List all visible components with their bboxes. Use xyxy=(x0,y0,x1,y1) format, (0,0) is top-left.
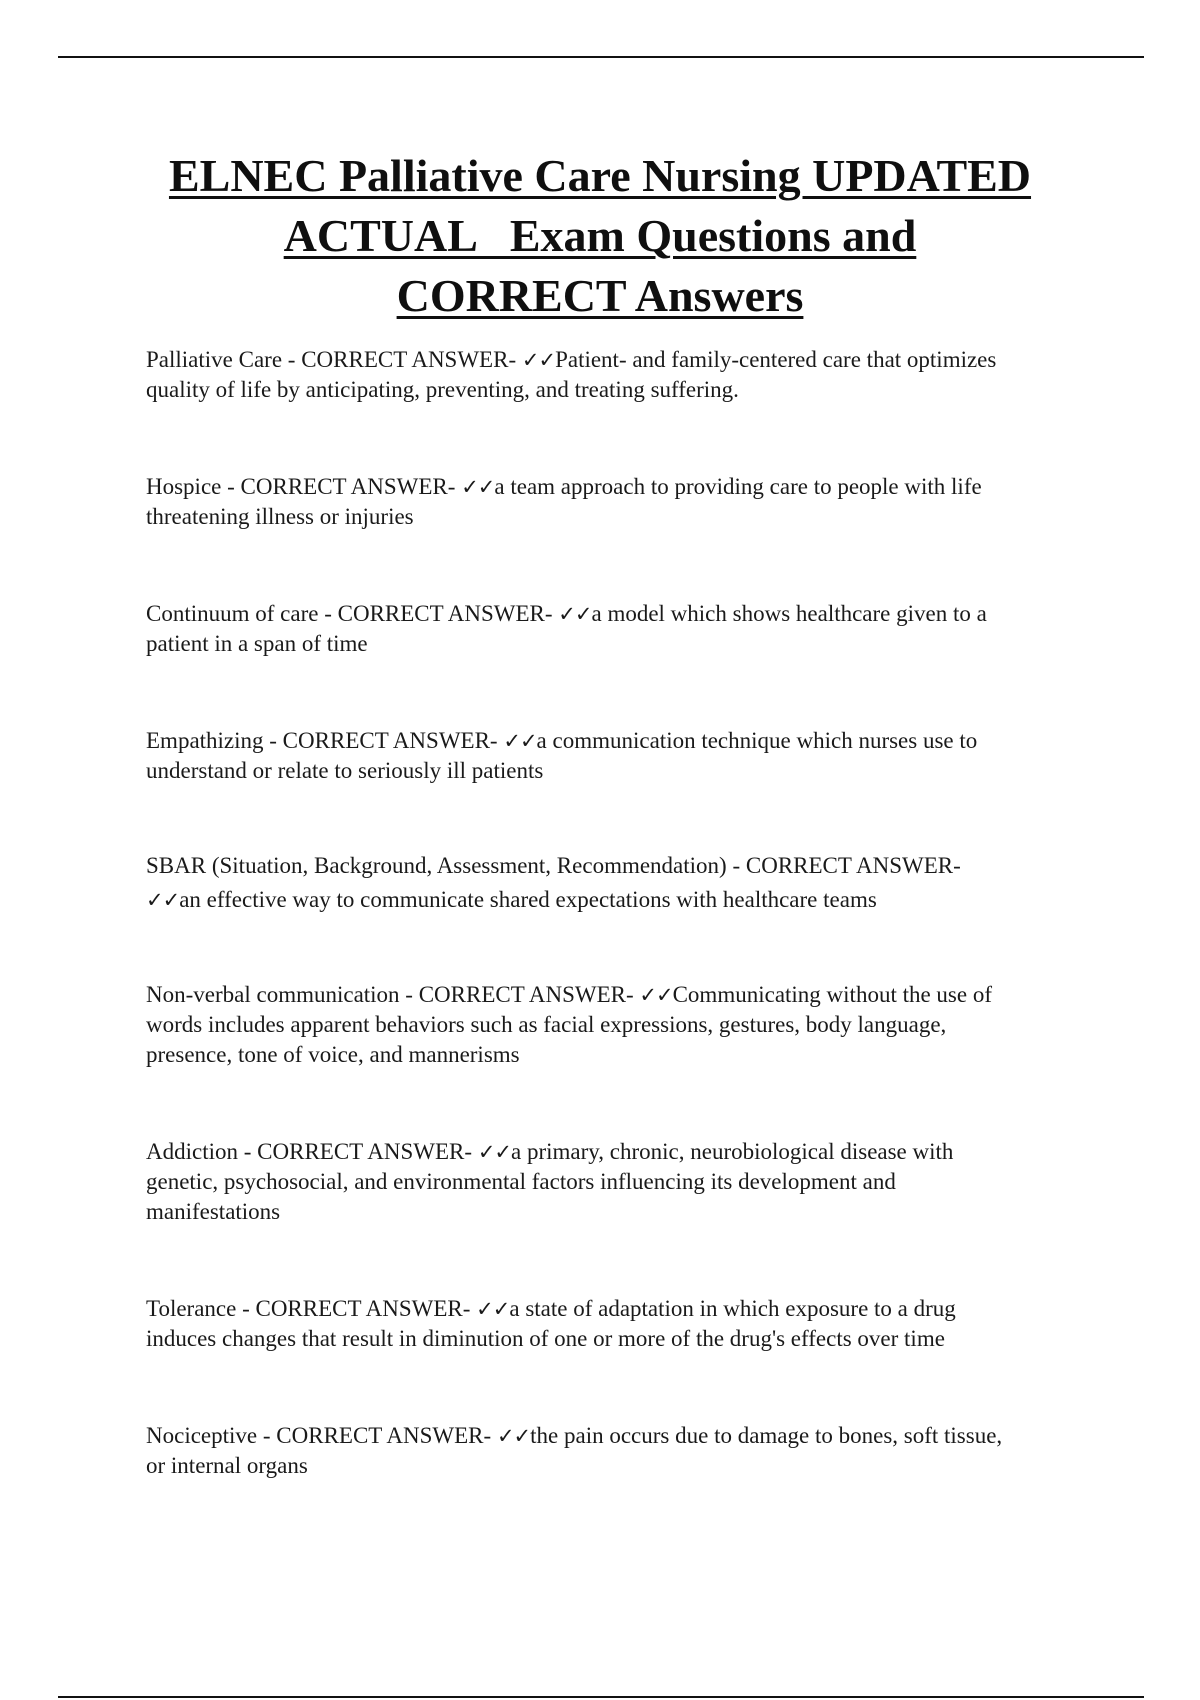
check-mark-icon: ✓✓ xyxy=(503,729,537,753)
entry-definition-cont: patient in a span of time xyxy=(146,631,368,656)
entry-definition: a primary, chronic, neurobiological disease with xyxy=(511,1139,954,1164)
top-divider xyxy=(58,56,1144,58)
entry-definition: an effective way to communicate shared expectations with healthcare teams xyxy=(179,887,877,912)
entry-definition: Communicating without the use of xyxy=(672,982,992,1007)
entry-term: Tolerance - CORRECT ANSWER- xyxy=(146,1296,477,1321)
qa-entry-hospice xyxy=(146,472,1066,532)
check-mark-icon: ✓✓ xyxy=(477,1140,512,1164)
entry-definition-cont: threatening illness or injuries xyxy=(146,504,414,529)
entry-term: Continuum of care - CORRECT ANSWER- xyxy=(146,601,559,626)
entry-definition-cont: manifestations xyxy=(146,1199,281,1224)
entry-definition: a model which shows healthcare given to a xyxy=(591,601,987,626)
document-title xyxy=(130,146,1070,326)
entry-definition: Patient- and family-centered care that optimizes xyxy=(555,347,997,372)
qa-entry-empathizing xyxy=(146,726,1066,786)
entry-definition-cont: presence, tone of voice, and mannerisms xyxy=(146,1042,520,1067)
qa-entry-nociceptive xyxy=(146,1421,1066,1481)
check-mark-icon: ✓✓ xyxy=(639,983,673,1007)
entry-definition-cont: induces changes that result in diminution of one or more of the drug's effects over time xyxy=(146,1326,945,1351)
entry-term: Nociceptive - CORRECT ANSWER- xyxy=(146,1423,497,1448)
entry-definition: a team approach to providing care to people with life xyxy=(494,474,982,499)
check-mark-icon: ✓✓ xyxy=(521,348,556,372)
check-mark-icon: ✓✓ xyxy=(461,475,495,499)
title-line-2: ACTUAL Exam Questions and xyxy=(283,210,917,261)
bottom-divider xyxy=(58,1696,1144,1698)
entry-term: Palliative Care - CORRECT ANSWER- xyxy=(146,347,522,372)
entry-definition-cont: genetic, psychosocial, and environmental factors influencing its development and xyxy=(146,1169,896,1194)
qa-entry-non-verbal-communication xyxy=(146,980,1066,1070)
qa-entry-sbar xyxy=(146,849,1066,917)
qa-entry-addiction xyxy=(146,1137,1066,1227)
entry-term: Addiction - CORRECT ANSWER- xyxy=(146,1139,478,1164)
entry-term: Non-verbal communication - CORRECT ANSWER- xyxy=(146,982,640,1007)
check-mark-icon: ✓✓ xyxy=(558,602,592,626)
entry-definition-cont: words includes apparent behaviors such as facial expressions, gestures, body language, xyxy=(146,1012,947,1037)
entry-definition-cont: understand or relate to seriously ill patients xyxy=(146,758,544,783)
entry-definition-cont: quality of life by anticipating, preventing, and treating suffering. xyxy=(146,377,739,402)
qa-entry-tolerance xyxy=(146,1294,1066,1354)
entry-definition-cont: or internal organs xyxy=(146,1453,308,1478)
title-line-1: ELNEC Palliative Care Nursing UPDATED xyxy=(168,150,1032,201)
check-mark-icon: ✓✓ xyxy=(476,1297,510,1321)
title-line-3: CORRECT Answers xyxy=(396,270,804,321)
entry-term: SBAR (Situation, Background, Assessment, Recommendation) - CORRECT ANSWER- xyxy=(146,853,961,878)
entry-definition: a state of adaptation in which exposure to a drug xyxy=(509,1296,956,1321)
entry-term: Hospice - CORRECT ANSWER- xyxy=(146,474,462,499)
entry-term: Empathizing - CORRECT ANSWER- xyxy=(146,728,504,753)
check-mark-icon: ✓✓ xyxy=(496,1424,531,1448)
qa-entry-continuum-of-care xyxy=(146,599,1066,659)
check-mark-icon: ✓✓ xyxy=(146,888,180,912)
entry-definition: a communication technique which nurses use to xyxy=(536,728,978,753)
qa-entry-palliative-care xyxy=(146,345,1066,405)
entry-definition: the pain occurs due to damage to bones, soft tissue, xyxy=(530,1423,1003,1448)
